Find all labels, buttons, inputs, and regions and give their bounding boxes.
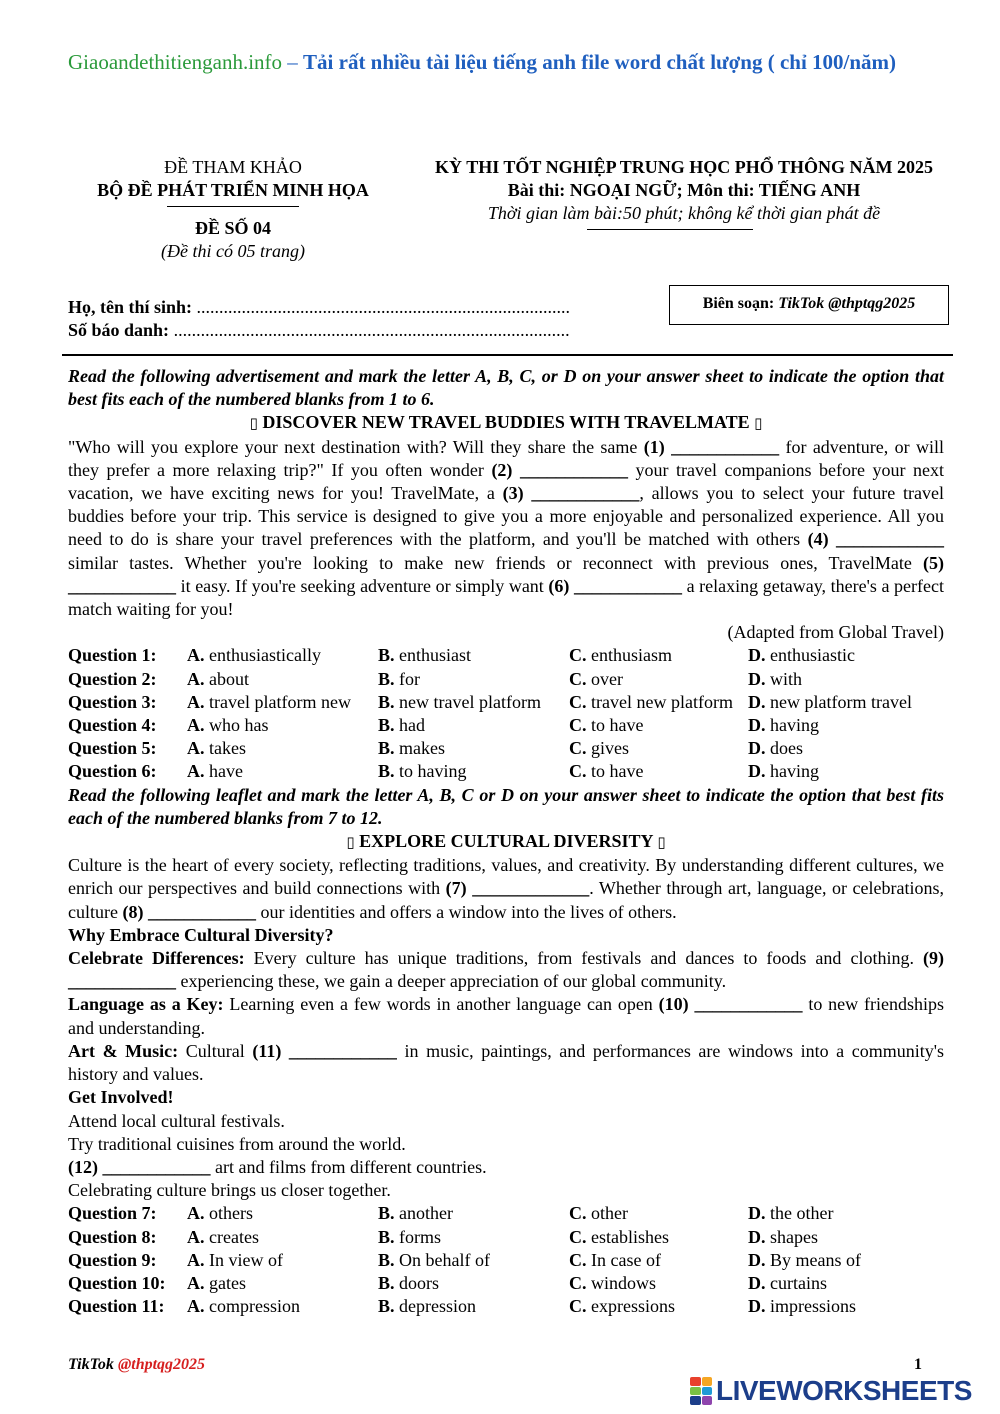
- author-box: [669, 285, 949, 325]
- passage-text: for adventure, or will they prefer a more relaxing trip?" If you often wonder: [68, 436, 944, 480]
- box-icon: ▯: [754, 414, 763, 433]
- name-label: Họ, tên thí sinh:: [68, 297, 193, 317]
- option-d[interactable]: D. with: [748, 668, 803, 689]
- option-a[interactable]: A. gates: [187, 1272, 246, 1293]
- option-c[interactable]: C. windows: [569, 1272, 657, 1293]
- passage-text: your travel companions before your next vacation, we have exciting news for you! TravelMate, a: [68, 459, 945, 504]
- question-row: [68, 1272, 944, 1295]
- option-a[interactable]: A. In view of: [187, 1249, 283, 1270]
- blank-4[interactable]: (4) ____________: [807, 529, 944, 550]
- passage-text: our identities and offers a window into the lives of others.: [255, 901, 677, 922]
- option-b[interactable]: B. had: [378, 715, 426, 736]
- name-field[interactable]: ...................................................................................: [192, 297, 571, 317]
- banner-dash: –: [282, 50, 304, 74]
- option-b[interactable]: B. another: [378, 1203, 453, 1224]
- option-d[interactable]: D. curtains: [748, 1272, 827, 1293]
- author-label: Biên soạn:: [702, 295, 775, 312]
- question-label: Question 5:: [68, 738, 157, 759]
- option-b[interactable]: B. to having: [378, 761, 467, 782]
- blank-9[interactable]: (9) ____________: [68, 948, 944, 992]
- box-icon: ▯: [657, 833, 666, 852]
- passage-text: in music, paintings, and performances are windows into a community's history and values.: [68, 1040, 945, 1085]
- passage-text: Cultural: [178, 1040, 253, 1061]
- question-row: [68, 644, 944, 667]
- option-d[interactable]: D. having: [748, 761, 819, 782]
- part2-instruction: Read the following leaflet and mark the letter A, B, C or D on your answer sheet to indicate the option that best fits each of the numbered blanks from 7 to 12.: [68, 784, 944, 828]
- option-a[interactable]: A. others: [187, 1203, 253, 1224]
- option-a[interactable]: A. about: [187, 668, 249, 689]
- banner-promo: Tải rất nhiều tài liệu tiếng anh file word chất lượng ( chỉ 100/năm): [303, 50, 897, 74]
- blank-11[interactable]: (11) ____________: [252, 1040, 397, 1061]
- id-field[interactable]: ........................................................................................: [169, 320, 570, 340]
- blank-5[interactable]: (5) ____________: [68, 552, 944, 596]
- id-label: Số báo danh:: [68, 320, 170, 340]
- option-d[interactable]: D. having: [748, 715, 819, 736]
- blank-3[interactable]: (3) ____________: [502, 483, 640, 504]
- part1-questions: [68, 644, 944, 783]
- option-b[interactable]: B. On behalf of: [378, 1249, 490, 1270]
- passage-text: experiencing these, we gain a deeper appreciation of our global community.: [176, 971, 727, 992]
- get-involved-item: [68, 1156, 944, 1179]
- part2-questions: [68, 1202, 944, 1318]
- exam-number: ĐỀ SỐ 04: [194, 218, 272, 238]
- passage-text: art and films from different countries.: [210, 1156, 487, 1177]
- option-c[interactable]: C. expressions: [569, 1296, 675, 1317]
- passage-text: it easy. If you're seeking adventure or simply want: [176, 575, 549, 596]
- liveworksheets-logo[interactable]: [690, 1374, 990, 1408]
- liveworksheets-wordmark: LIVEWORKSHEETS: [716, 1375, 972, 1406]
- blank-10[interactable]: (10) ____________: [658, 994, 803, 1015]
- question-row: [68, 737, 944, 760]
- option-c[interactable]: C. establishes: [569, 1226, 669, 1247]
- blank-2[interactable]: (2) ____________: [491, 459, 628, 480]
- question-label: Question 8:: [68, 1226, 157, 1247]
- header-divider: [62, 354, 953, 356]
- option-c[interactable]: C. travel new platform: [569, 691, 733, 712]
- exam-time: Thời gian làm bài:50 phút; không kể thời gian phát đề: [487, 203, 881, 223]
- blank-1[interactable]: (1) ____________: [643, 436, 780, 457]
- closing-line: Celebrating culture brings us closer together.: [68, 1180, 391, 1201]
- celebrate-label: Celebrate Differences:: [68, 948, 245, 969]
- option-a[interactable]: A. creates: [187, 1226, 259, 1247]
- box-icon: ▯: [249, 414, 258, 433]
- question-label: Question 7:: [68, 1203, 157, 1224]
- question-label: Question 10:: [68, 1272, 166, 1293]
- passage-text: Every culture has unique traditions, from festivals and dances to foods and clothing.: [244, 948, 923, 969]
- question-label: Question 2:: [68, 668, 157, 689]
- option-d[interactable]: D. new platform travel: [748, 691, 912, 712]
- option-c[interactable]: C. gives: [569, 738, 629, 759]
- site-link[interactable]: Giaoandethitienganh.info: [68, 50, 283, 74]
- option-b[interactable]: B. makes: [378, 738, 445, 759]
- exam-title: KỲ THI TỐT NGHIỆP TRUNG HỌC PHỔ THÔNG NĂM 2025: [435, 157, 933, 177]
- option-d[interactable]: D. enthusiastic: [748, 645, 855, 666]
- header-left-rule: [167, 206, 299, 207]
- option-d[interactable]: D. the other: [748, 1203, 834, 1224]
- part1-passage: [68, 436, 944, 622]
- part2-title: [68, 830, 944, 854]
- candidate-info: [68, 296, 570, 342]
- art-paragraph: [68, 1040, 944, 1086]
- option-b[interactable]: B. forms: [378, 1226, 442, 1247]
- question-row: [68, 1226, 944, 1249]
- blank-8[interactable]: (8) ____________: [122, 901, 256, 922]
- question-row: [68, 1295, 944, 1318]
- passage-text: "Who will you explore your next destination with? Will they share the same: [68, 436, 644, 457]
- passage-text: Learning even a few words in another language can open: [223, 994, 659, 1015]
- option-d[interactable]: D. By means of: [748, 1249, 861, 1270]
- box-icon: ▯: [346, 833, 355, 852]
- get-involved-item: Attend local cultural festivals.: [68, 1110, 285, 1131]
- option-a[interactable]: A. enthusiastically: [187, 645, 321, 666]
- footer-handle: @thptqg2025: [117, 1356, 206, 1373]
- why-heading: Why Embrace Cultural Diversity?: [68, 924, 334, 945]
- passage-text: a relaxing getaway, there's a perfect match waiting for you!: [68, 575, 944, 620]
- question-label: Question 9:: [68, 1249, 157, 1270]
- option-b[interactable]: B. enthusiast: [378, 645, 472, 666]
- option-d[interactable]: D. impressions: [748, 1296, 857, 1317]
- question-label: Question 3:: [68, 691, 157, 712]
- option-a[interactable]: A. who has: [187, 715, 269, 736]
- celebrate-paragraph: [68, 947, 944, 993]
- option-b[interactable]: B. depression: [378, 1296, 476, 1317]
- part1-source: (Adapted from Global Travel): [727, 622, 944, 643]
- option-c[interactable]: C. over: [569, 668, 623, 689]
- passage-text: , allows you to select your future travel buddies before your trip. This service is designed to give you a more enjoyable and personalized experience. All you need to do is share your travel preferences with the platform, and you'll be matched with others: [68, 483, 945, 550]
- option-b[interactable]: B. for: [378, 668, 421, 689]
- page-count-note: (Đề thi có 05 trang): [161, 241, 305, 261]
- question-label: Question 6:: [68, 761, 157, 782]
- question-row: [68, 1249, 944, 1272]
- exam-content: [68, 365, 944, 1318]
- part1-instruction: Read the following advertisement and mark the letter A, B, C, or D on your answer sheet to indicate the option that best fits each of the numbered blanks from 1 to 6.: [68, 366, 944, 410]
- blank-12[interactable]: (12) ____________: [68, 1156, 211, 1177]
- option-a[interactable]: A. takes: [187, 738, 246, 759]
- option-b[interactable]: B. new travel platform: [378, 691, 541, 712]
- option-c[interactable]: C. enthusiasm: [569, 645, 672, 666]
- option-b[interactable]: B. doors: [378, 1272, 440, 1293]
- passage-text: Culture is the heart of every society, reflecting traditions, values, and creativity. By understanding different cultures, we enrich our perspectives and build connections with: [68, 855, 944, 899]
- get-involved-heading: Get Involved!: [68, 1087, 174, 1108]
- art-label: Art & Music:: [68, 1040, 179, 1061]
- reference-label: ĐỀ THAM KHẢO: [164, 157, 302, 177]
- header-left: [68, 156, 398, 263]
- part1-title-text: DISCOVER NEW TRAVEL BUDDIES WITH TRAVELMATE: [262, 412, 750, 433]
- part2-intro: [68, 854, 944, 924]
- option-c[interactable]: C. In case of: [569, 1249, 661, 1270]
- blank-7[interactable]: (7) _____________: [445, 878, 590, 899]
- question-label: Question 11:: [68, 1296, 165, 1317]
- header-right-rule: [587, 229, 753, 230]
- option-c[interactable]: C. other: [569, 1203, 628, 1224]
- option-a[interactable]: A. travel platform new: [187, 691, 351, 712]
- option-c[interactable]: C. to have: [569, 761, 644, 782]
- option-d[interactable]: D. shapes: [748, 1226, 818, 1247]
- exam-subject: Bài thi: NGOẠI NGỮ; Môn thi: TIẾNG ANH: [507, 180, 861, 200]
- option-d[interactable]: D. does: [748, 738, 803, 759]
- footer-tiktok: TikTok: [68, 1356, 118, 1373]
- question-row: [68, 1202, 944, 1225]
- get-involved-item: Try traditional cuisines from around the world.: [68, 1133, 406, 1154]
- top-banner: [68, 48, 948, 76]
- part2-title-text: EXPLORE CULTURAL DIVERSITY: [359, 831, 653, 852]
- passage-text: similar tastes. Whether you're looking to make new friends or reconnect with previous ones, TravelMate: [68, 552, 923, 573]
- liveworksheets-icon: [690, 1377, 712, 1405]
- exam-set-title: BỘ ĐỀ PHÁT TRIỂN MINH HỌA: [97, 180, 369, 200]
- option-a[interactable]: A. have: [187, 761, 243, 782]
- question-label: Question 1:: [68, 645, 157, 666]
- part1-title: [68, 411, 944, 435]
- question-row: [68, 760, 944, 783]
- option-c[interactable]: C. to have: [569, 715, 644, 736]
- passage-text: . Whether through art, language, or celebrations, culture: [68, 878, 944, 922]
- question-row: [68, 691, 944, 714]
- header-right: [398, 156, 970, 234]
- question-label: Question 4:: [68, 715, 157, 736]
- language-paragraph: [68, 993, 944, 1039]
- blank-6[interactable]: (6) ____________: [548, 575, 682, 596]
- question-row: [68, 714, 944, 737]
- question-row: [68, 668, 944, 691]
- author-name: TikTok @thptqg2025: [778, 295, 916, 312]
- footer-credit: [68, 1356, 205, 1374]
- passage-text: to new friendships and understanding.: [68, 994, 945, 1038]
- option-a[interactable]: A. compression: [187, 1296, 300, 1317]
- page-number: 1: [914, 1356, 922, 1373]
- language-label: Language as a Key:: [68, 994, 224, 1015]
